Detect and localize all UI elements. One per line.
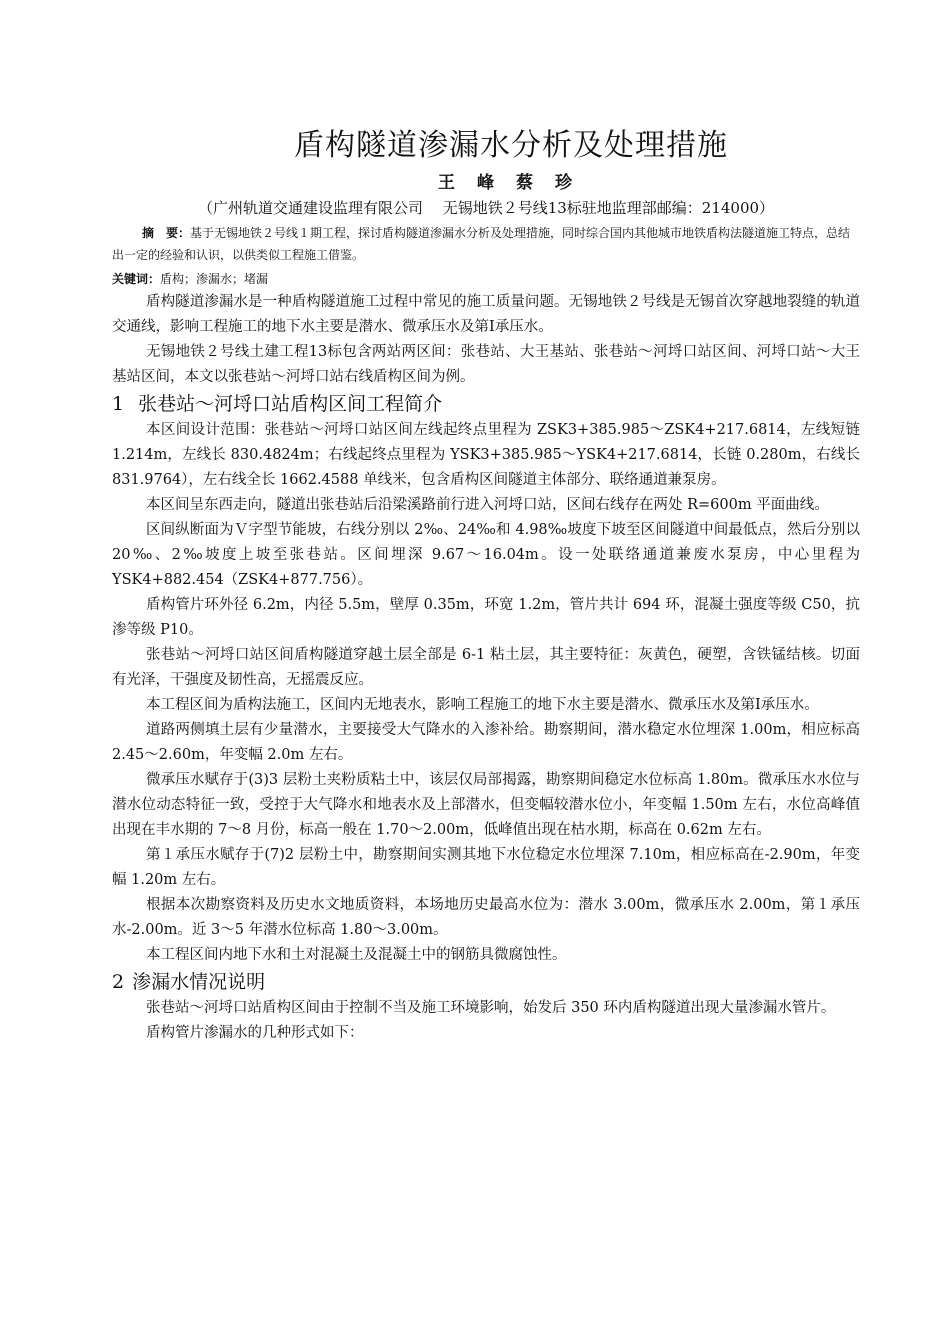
keywords [112,268,860,290]
section1-paragraph: 道路两侧填土层有少量潜水，主要接受大气降水的入渗补给。勘察期间，潜水稳定水位埋深 1.00m，相应标高 2.45～2.60m，年变幅 2.0m 左右。 [112,722,860,763]
section1-paragraph: 微承压水赋存于(3)3 层粉土夹粉质粘土中，该层仅局部揭露，勘察期间稳定水位标高 1.80m。微承压水水位与潜水位动态特征一致，受控于大气降水和地表水及上部潜水，但变幅较潜水位小，年变幅 1.50m 左右，水位高峰值出现在丰水期的 7～8 月份，标高一般在 1.70～2.00m，低峰值出现在枯水期，标高在 0.62m 左右。 [112,772,860,838]
abstract-label: 摘 要： [142,226,191,240]
author-affiliation: （广州轨道交通建设监理有限公司 无锡地铁２号线13标驻地监理部邮编：214000） [197,199,775,217]
section-number: 2 [112,971,125,993]
section1-paragraph: 第１承压水赋存于(7)2 层粉土中，勘察期间实测其地下水位稳定水位埋深 7.10m，相应标高在-2.90m，年变幅 1.20m 左右。 [112,847,860,888]
keywords-text: 盾构；渗漏水；堵漏 [160,272,269,286]
abstract-text: 基于无锡地铁２号线１期工程，探讨盾构隧道渗漏水分析及处理措施，同时综合国内其他城市地铁盾构法隧道施工特点，总结出一定的经验和认识，以供类似工程施工借鉴。 [112,226,851,262]
abstract [112,222,860,266]
paper-page [112,120,860,1046]
section-heading [112,390,860,418]
section-title: 渗漏水情况说明 [132,971,266,993]
paper-title: 盾构隧道渗漏水分析及处理措施 [294,128,728,163]
section2-paragraph: 盾构管片渗漏水的几种形式如下： [146,1025,364,1041]
paper-authors: 王峰蔡珍 [438,173,594,193]
section-title: 张巷站～河埒口站盾构区间工程简介 [138,393,443,415]
section-number: 1 [112,393,125,415]
intro-paragraph: 盾构隧道渗漏水是一种盾构隧道施工过程中常见的施工质量问题。无锡地铁２号线是无锡首次穿越地裂缝的轨道交通线，影响工程施工的地下水主要是潜水、微承压水及第Ⅰ承压水。 [112,294,860,335]
section-heading [112,968,860,996]
section1-paragraph: 区间纵断面为Ｖ字型节能坡，右线分别以 2‰、24‰和 4.98‰坡度下坡至区间隧道中间最低点，然后分别以 20‰、2‰坡度上坡至张巷站。区间埋深 9.67～16.04m。设一处联络通道兼废水泵房，中心里程为 YSK4+882.454（ZSK4+877.756）。 [112,522,860,588]
section1-paragraph: 本区间设计范围：张巷站～河埒口站区间左线起终点里程为 ZSK3+385.985～ZSK4+217.6814，左线短链 1.214m，左线长 830.4824m；右线起终点里程为 YSK3+385.985～YSK4+217.6814，长链 0.280m，右线长 831.9764），左右线全长 1662.4588 单线米，包含盾构区间隧道主体部分、联络通道兼泵房。 [112,422,860,488]
keywords-label: 关键词： [112,272,161,286]
section1-paragraph: 盾构管片环外径 6.2m，内径 5.5m，壁厚 0.35m，环宽 1.2m，管片共计 694 环，混凝土强度等级 C50，抗渗等级 P10。 [112,597,860,638]
section1-paragraph: 本区间呈东西走向，隧道出张巷站后沿梁溪路前行进入河埒口站，区间右线存在两处 R=600m 平面曲线。 [146,497,829,513]
section1-paragraph: 张巷站～河埒口站区间盾构隧道穿越土层全部是 6-1 粘土层，其主要特征：灰黄色，硬塑，含铁锰结核。切面有光泽，干强度及韧性高，无摇震反应。 [112,647,860,688]
section1-paragraph: 根据本次勘察资料及历史水文地质资料，本场地历史最高水位为：潜水 3.00m，微承压水 2.00m，第１承压水-2.00m。近 3～5 年潜水位标高 1.80～3.00m。 [112,897,860,938]
intro-paragraph: 无锡地铁２号线土建工程13标包含两站两区间：张巷站、大王基站、张巷站～河埒口站区间、河埒口站～大王基站区间，本文以张巷站～河埒口站右线盾构区间为例。 [112,344,860,385]
section1-paragraph: 本工程区间为盾构法施工，区间内无地表水，影响工程施工的地下水主要是潜水、微承压水及第Ⅰ承压水。 [146,697,819,713]
section2-paragraph: 张巷站～河埒口站盾构区间由于控制不当及施工环境影响，始发后 350 环内盾构隧道出现大量渗漏水管片。 [146,1000,836,1016]
section1-paragraph: 本工程区间内地下水和土对混凝土及混凝土中的钢筋具微腐蚀性。 [146,947,567,963]
